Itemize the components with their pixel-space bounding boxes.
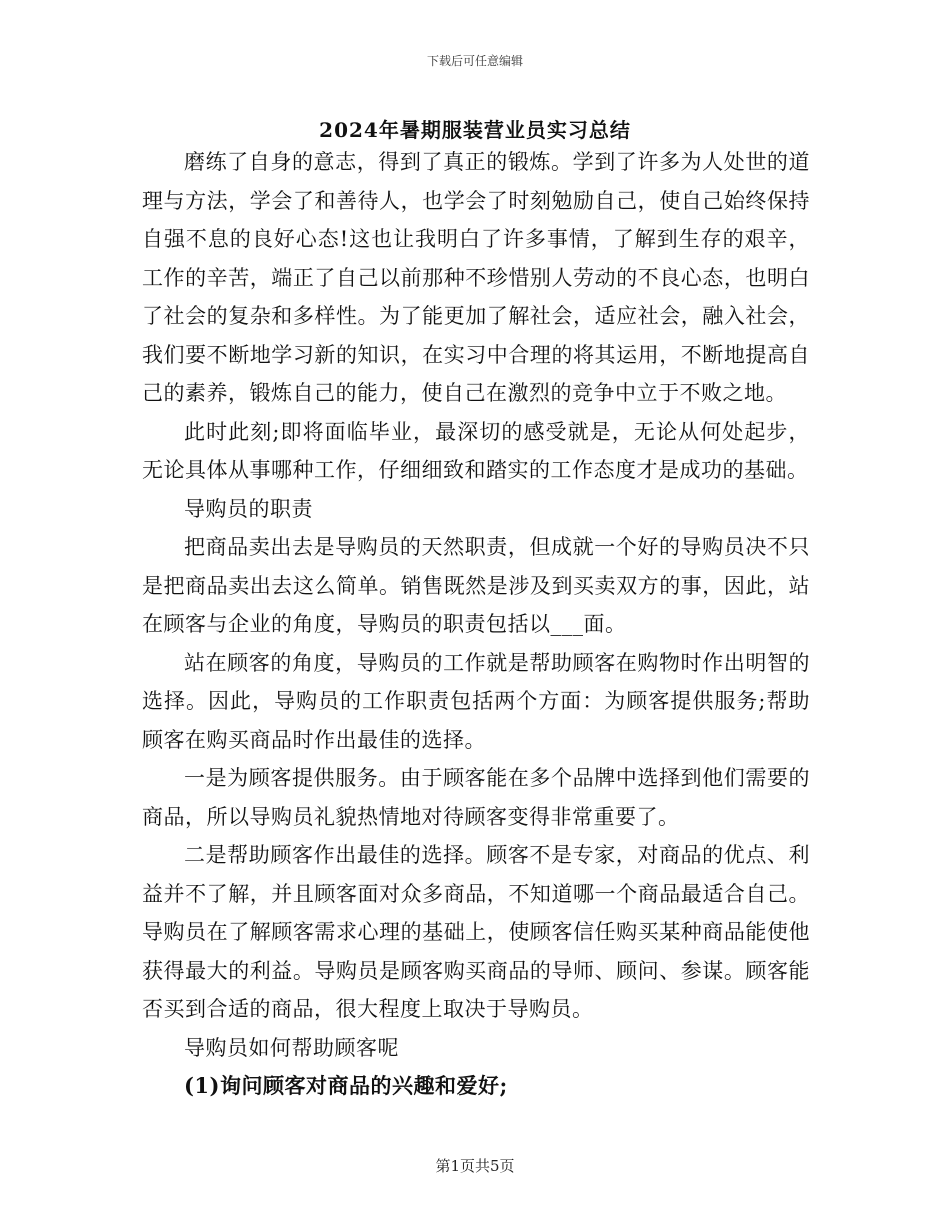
page-footer: 第1页共5页 <box>435 1157 515 1175</box>
paragraph-4: 站在顾客的角度，导购员的工作就是帮助顾客在购物时作出明智的选择。因此，导购员的工作职责包括两个方面：为顾客提供服务;帮助顾客在购买商品时作出最佳的选择。 <box>142 650 810 752</box>
page-header: 下载后可任意编辑 <box>426 54 523 68</box>
document-body <box>142 143 810 1106</box>
document-title: 2024年暑期服装营业员实习总结 <box>319 118 631 142</box>
section-heading-duties: 导购员的职责 <box>184 496 313 521</box>
paragraph-6: 二是帮助顾客作出最佳的选择。顾客不是专家，对商品的优点、利益并不了解，并且顾客面对众多商品，不知道哪一个商品最适合自己。导购员在了解顾客需求心理的基础上，使顾客信任购买某种商品能使他获得最大的利益。导购员是顾客购买商品的导师、顾问、参谋。顾客能否买到合适的商品，很大程度上取决于导购员。 <box>142 843 810 1021</box>
paragraph-2: 此时此刻;即将面临毕业，最深切的感受就是，无论从何处起步，无论具体从事哪种工作，仔细细致和踏实的工作态度才是成功的基础。 <box>142 419 810 482</box>
paragraph-5: 一是为顾客提供服务。由于顾客能在多个品牌中选择到他们需要的商品，所以导购员礼貌热情地对待顾客变得非常重要了。 <box>142 766 810 829</box>
paragraph-3: 把商品卖出去是导购员的天然职责，但成就一个好的导购员决不只是把商品卖出去这么简单。销售既然是涉及到买卖双方的事，因此，站在顾客与企业的角度，导购员的职责包括以___面。 <box>142 535 810 636</box>
paragraph-1: 磨练了自身的意志，得到了真正的锻炼。学到了许多为人处世的道理与方法，学会了和善待人，也学会了时刻勉励自己，使自己始终保持自强不息的良好心态!这也让我明白了许多事情，了解到生存的艰辛，工作的辛苦，端正了自己以前那种不珍惜别人劳动的不良心态，也明白了社会的复杂和多样性。为了能更加了解社会，适应社会，融入社会，我们要不断地学习新的知识，在实习中合理的将其运用，不断地提高自己的素养，锻炼自己的能力，使自己在激烈的竞争中立于不败之地。 <box>142 150 810 405</box>
section-heading-how-to-help: 导购员如何帮助顾客呢 <box>184 1035 399 1060</box>
list-item-1: (1)询问顾客对商品的兴趣和爱好; <box>184 1073 508 1098</box>
